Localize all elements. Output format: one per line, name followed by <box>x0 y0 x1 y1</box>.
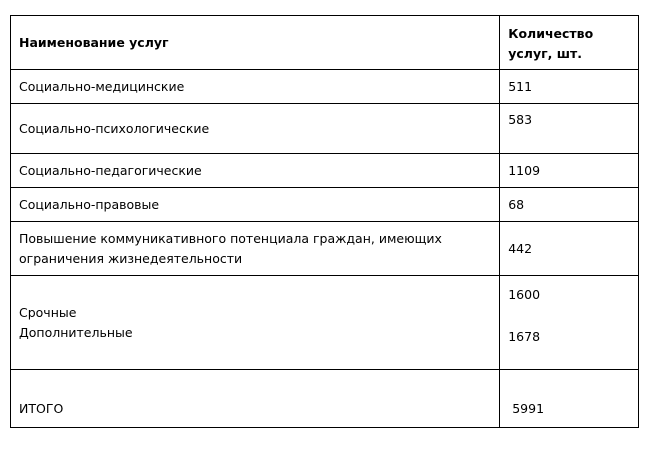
split-quantities-cell <box>500 276 639 370</box>
service-quantity-cell: 68 <box>500 188 639 222</box>
service-name-cell: Социально-медицинские <box>11 70 500 104</box>
table-row <box>11 188 639 222</box>
header-service-name: Наименование услуг <box>11 16 500 70</box>
split-names-cell <box>11 276 500 370</box>
service-name-cell: Социально-правовые <box>11 188 500 222</box>
table-row <box>11 222 639 276</box>
total-quantity-cell: 5991 <box>500 370 639 428</box>
service-name-cell: Социально-педагогические <box>11 154 500 188</box>
quantity-additional: 1678 <box>508 329 541 344</box>
service-quantity-cell: 1109 <box>500 154 639 188</box>
service-name-cell: Социально-психологические <box>11 104 500 154</box>
total-label-cell: ИТОГО <box>11 370 500 428</box>
table-total-row <box>11 370 639 428</box>
service-quantity-cell: 442 <box>500 222 639 276</box>
header-service-quantity: Количество услуг, шт. <box>500 16 639 70</box>
table-row <box>11 104 639 154</box>
table-row-split <box>11 276 639 370</box>
service-quantity-cell: 583 <box>500 104 639 154</box>
table-header-row <box>11 16 639 70</box>
service-quantity-cell: 511 <box>500 70 639 104</box>
service-name-additional: Дополнительные <box>19 325 133 340</box>
service-name-urgent: Срочные <box>19 305 77 320</box>
quantity-urgent: 1600 <box>508 287 541 302</box>
table-row <box>11 70 639 104</box>
services-table <box>10 15 639 428</box>
table-row <box>11 154 639 188</box>
service-name-cell: Повышение коммуникативного потенциала граждан, имеющих ограничения жизнедеятельности <box>11 222 500 276</box>
